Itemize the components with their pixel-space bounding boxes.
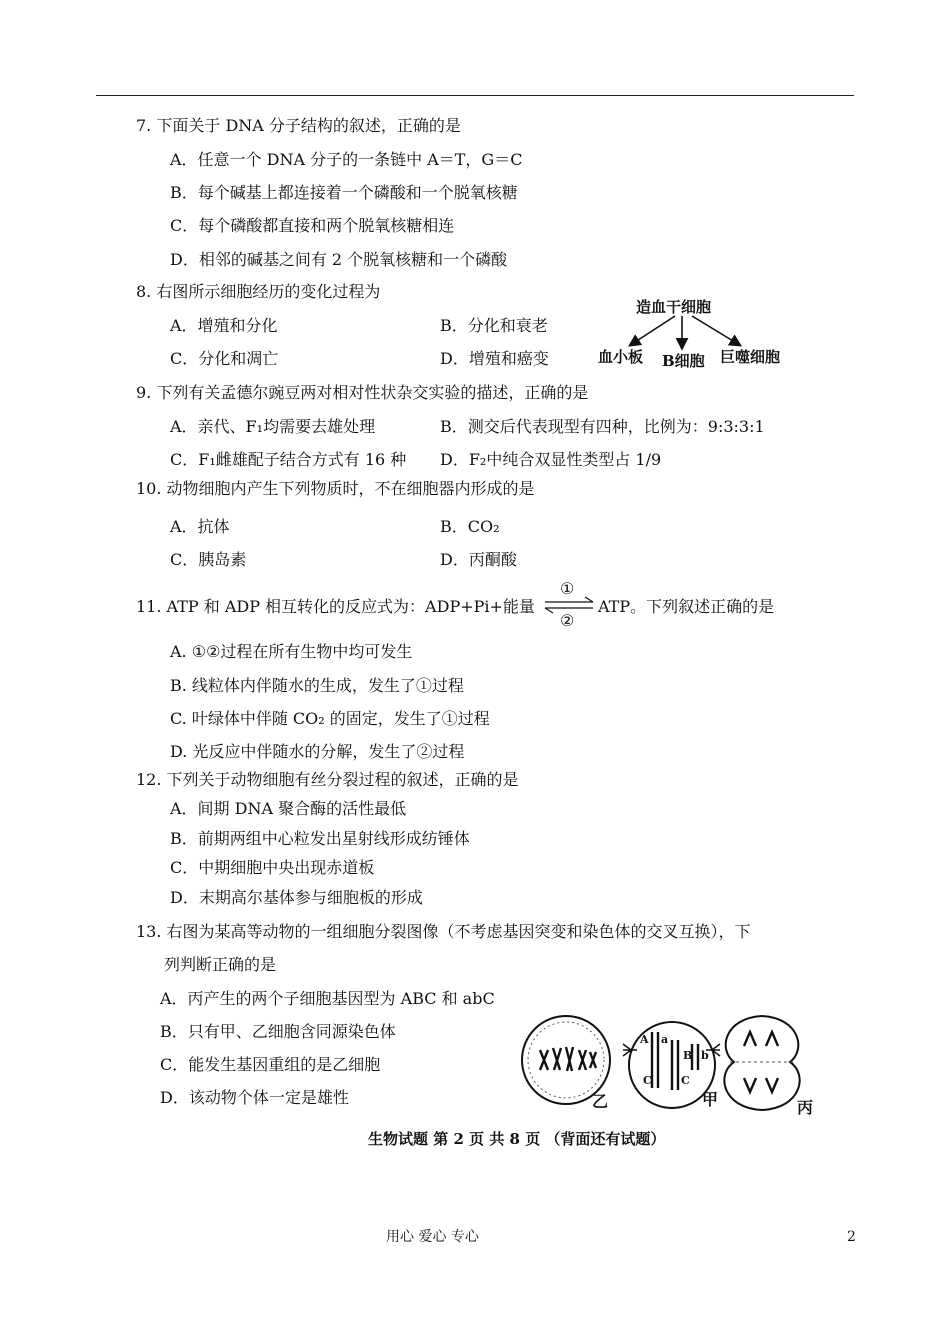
q12-option-c: C．中期细胞中央出现赤道板 (170, 858, 375, 877)
q7-option-c: C．每个磷酸都直接和两个脱氧核糖相连 (170, 216, 455, 235)
exam-footer: 生物试题 第 2 页 共 8 页 （背面还有试题） (368, 1130, 666, 1148)
q9-option-c: C．F₁雌雄配子结合方式有 16 种 (170, 450, 407, 469)
gene-label-C2: C (681, 1074, 690, 1087)
q13-option-d: D．该动物个体一定是雄性 (160, 1088, 349, 1107)
q8-option-a: A．增殖和分化 (170, 316, 278, 335)
q12-stem: 12. 下列关于动物细胞有丝分裂过程的叙述，正确的是 (136, 770, 519, 789)
cell-label-jia: 甲 (702, 1090, 719, 1109)
q10-stem: 10. 动物细胞内产生下列物质时，不在细胞器内形成的是 (136, 479, 535, 498)
q11-stem-post: ATP。下列叙述正确的是 (598, 597, 775, 616)
q11-option-b: B. 线粒体内伴随水的生成，发生了①过程 (170, 676, 464, 695)
page-number: 2 (847, 1229, 856, 1245)
q7-option-b: B．每个碱基上都连接着一个磷酸和一个脱氧核糖 (170, 183, 518, 202)
q10-option-a: A．抗体 (170, 517, 230, 536)
q13-option-b: B．只有甲、乙细胞含同源染色体 (160, 1022, 396, 1041)
q9-option-b: B．测交后代表现型有四种，比例为：9:3:3:1 (440, 417, 765, 436)
q8-stem: 8. 右图所示细胞经历的变化过程为 (136, 282, 381, 301)
q10-option-c: C．胰岛素 (170, 550, 247, 569)
gene-label-b: b (701, 1049, 709, 1062)
diagram-stem-cell-label: 造血干细胞 (636, 298, 712, 316)
reaction-arrow-top-label: ① (560, 579, 575, 598)
diagram-b-cell-label: B细胞 (662, 352, 705, 370)
q9-option-d: D．F₂中纯合双显性类型占 1/9 (440, 450, 662, 469)
q8-option-b: B．分化和衰老 (440, 316, 548, 335)
q10-option-d: D．丙酮酸 (440, 550, 517, 569)
gene-label-A: A (640, 1033, 649, 1046)
q13-stem-line2: 列判断正确的是 (164, 955, 277, 974)
q11-stem-pre: 11. ATP 和 ADP 相互转化的反应式为：ADP+Pi+能量 (136, 597, 535, 616)
q11-option-d: D. 光反应中伴随水的分解，发生了②过程 (170, 742, 465, 761)
q8-option-d: D．增殖和癌变 (440, 349, 549, 368)
footer-motto: 用心 爱心 专心 (386, 1229, 479, 1245)
header-rule (96, 95, 854, 96)
cell-label-bing: 丙 (797, 1098, 814, 1117)
q11-option-a: A. ①②过程在所有生物中均可发生 (170, 642, 413, 661)
q10-option-b: B．CO₂ (440, 517, 500, 536)
diagram-platelet-label: 血小板 (598, 348, 644, 366)
q9-stem: 9. 下列有关孟德尔豌豆两对相对性状杂交实验的描述，正确的是 (136, 383, 589, 402)
q7-option-a: A．任意一个 DNA 分子的一条链中 A＝T，G＝C (170, 150, 523, 169)
gene-label-a: a (661, 1033, 669, 1046)
gene-label-B: B (683, 1049, 693, 1062)
q9-option-a: A．亲代、F₁均需要去雄处理 (170, 417, 376, 436)
q7-stem: 7. 下面关于 DNA 分子结构的叙述，正确的是 (136, 116, 461, 135)
q13-option-a: A．丙产生的两个子细胞基因型为 ABC 和 abC (160, 989, 495, 1008)
cell-label-yi: 乙 (592, 1092, 609, 1111)
q7-option-d: D．相邻的碱基之间有 2 个脱氧核糖和一个磷酸 (170, 250, 508, 269)
reaction-arrow-bottom-label: ② (560, 611, 575, 630)
q8-option-c: C．分化和凋亡 (170, 349, 279, 368)
diagram-macrophage-label: 巨噬细胞 (720, 348, 781, 366)
gene-label-C1: C (643, 1074, 652, 1087)
q12-option-b: B．前期两组中心粒发出星射线形成纺锤体 (170, 829, 470, 848)
q12-option-d: D．末期高尔基体参与细胞板的形成 (170, 888, 423, 907)
q12-option-a: A．间期 DNA 聚合酶的活性最低 (170, 799, 407, 818)
q13-stem-line1: 13. 右图为某高等动物的一组细胞分裂图像（不考虑基因突变和染色体的交叉互换），下 (136, 922, 751, 941)
q13-option-c: C．能发生基因重组的是乙细胞 (160, 1055, 381, 1074)
q11-option-c: C. 叶绿体中伴随 CO₂ 的固定，发生了①过程 (170, 709, 490, 728)
